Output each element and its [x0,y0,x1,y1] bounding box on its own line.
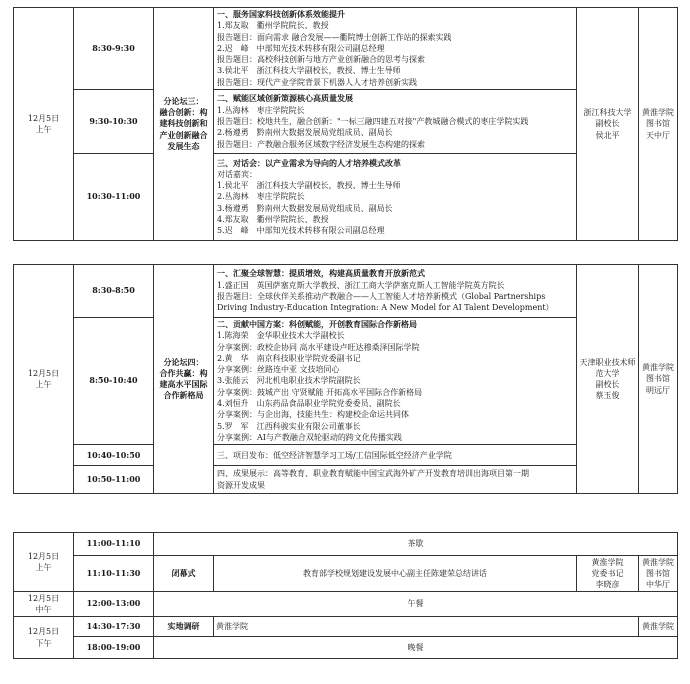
agenda-line: 分享案例：丝路连中亚 文技培同心 [217,365,340,375]
agenda-line: 5.迟 峰 中部知光技术转移有限公司副总经理 [217,226,385,236]
agenda-line: 3.张能云 河北机电职业技术学院副院长 [217,376,361,386]
agenda-line: 2.杨遵勇 黔南州大数据发展局党组成员、副局长 [217,128,393,138]
forum-title-cell: 分论坛四： 合作共赢：构建高水平国际合作新格局 [154,265,214,494]
agenda-line: 5.罗 军 江西科骏实业有限公司董事长 [217,421,361,431]
time-slot-cell: 14:30-17:30 [74,617,154,637]
venue-cell: 黄淮学院 图书馆 中华厅 [639,556,678,592]
field-research-label: 实地调研 [154,617,214,637]
time-slot-cell: 10:40-10:50 [74,445,154,466]
agenda-section-heading: 一、汇聚全球智慧：提质增效，构建高质量教育开放新范式 [217,268,425,279]
agenda-line: 报告题目：现代产业学院背景下机器人人才培养创新实践 [217,77,417,87]
agenda-cell [214,466,577,494]
time-slot-cell: 9:30-10:30 [74,90,154,154]
agenda-line: 3.杨遵勇 黔南州大数据发展局党组成员、副局长 [217,203,393,213]
agenda-line: 报告题目：产教融合服务区域数字经济发展生态构建的探索 [217,139,425,149]
time-slot-cell: 8:50-10:40 [74,318,154,445]
agenda-line: 分享案例：鼓城产出 守贤赋能 开拓高水平国际合作新格局 [217,387,423,397]
agenda-line: 三、项目发布：低空经济智慧学习工场/工信国际低空经济产业学院 [217,450,452,460]
closing-ceremony-label: 闭幕式 [154,556,214,592]
agenda-line: 报告题目：面向需求 融合发展——衢院博士创新工作站的探索实践 [217,32,452,42]
forum-3-schedule-table [13,7,678,241]
agenda-line: 分享案例：政校企协同 高水平建设卢旺达穆桑泽国际学院 [217,342,420,352]
agenda-line: 2.丛海林 枣庄学院院长 [217,192,305,202]
date-cell: 12月5日 上午 [14,533,74,592]
agenda-line: 报告题目：校地共生，融合创新："一标三融四建五对接"产教城融合模式的枣庄学院实践 [217,116,529,126]
closing-speech-cell: 教育部学校规划建设发展中心副主任陈建荣总结讲话 [214,556,577,592]
agenda-line: 对话嘉宾： [217,169,257,179]
venue-cell: 黄淮学院 图书馆 天中厅 [639,8,678,241]
agenda-line: 资源开发成果 [217,480,265,490]
agenda-section-heading: 二、贡献中国方案：科创赋能，开创教育国际合作新格局 [217,319,417,329]
date-cell: 12月5日 上午 [14,8,74,241]
agenda-cell [214,90,577,154]
agenda-line: 1.郑友取 衢州学院院长、教授 [217,21,329,31]
dinner-cell: 晚餐 [154,637,678,659]
date-cell: 12月5日 上午 [14,265,74,494]
agenda-line: 1.盛正国 英国萨塞克斯大学教授、浙江工商大学萨塞克斯人工智能学院英方院长 [217,280,505,290]
agenda-cell [214,154,577,241]
time-slot-cell: 12:00-13:00 [74,592,154,617]
tea-break-cell: 茶歇 [154,533,678,556]
date-cell: 12月5日 中午 [14,592,74,617]
agenda-section-heading: 三、对话会：以产业需求为导向的人才培养模式改革 [217,157,401,168]
forum-title-cell: 分论坛三： 融合创新：构建科技创新和产业创新融合发展生态 [154,8,214,241]
agenda-line: 四、成果展示：高等教育、职业教育赋能中国宝武海外矿产开发教育培训出海项目第一期 [217,469,529,479]
closing-schedule-table [13,532,678,659]
venue-cell: 黄淮学院 [639,617,678,637]
agenda-line: 报告题目：高校科技创新与地方产业创新融合的思考与探索 [217,55,425,65]
time-slot-cell: 11:10-11:30 [74,556,154,592]
agenda-line: 分享案例：与企出海，技能共生：构建校企命运共同体 [217,410,409,420]
venue-cell: 黄淮学院 图书馆 明远厅 [639,265,678,494]
agenda-line: 1.侯北平 浙江科技大学副校长，教授、博士生导师 [217,181,401,191]
agenda-cell [214,318,577,445]
agenda-section-heading: 二、赋能区域创新策源核心高质量发展 [217,93,353,104]
agenda-line: Driving Industry-Education Integration: A New Model for AI Talent Development） [217,303,554,313]
forum-4-schedule-table [13,264,678,494]
agenda-line: 4.刘恒升 山东药品食品职业学院党委委员、副院长 [217,399,401,409]
date-cell: 12月5日 下午 [14,617,74,659]
agenda-cell [214,265,577,318]
host-cell: 天津职业技术师范大学 副校长 蔡玉俊 [577,265,639,494]
time-slot-cell: 8:30-8:50 [74,265,154,318]
agenda-line: 1.丛海林 枣庄学院院长 [217,105,305,115]
field-research-location: 黄淮学院 [214,617,639,637]
agenda-line: 分享案例：AI与产教融合双轮驱动的跨文化传播实践 [217,432,402,442]
time-slot-cell: 8:30-9:30 [74,8,154,90]
agenda-line: 2.迟 峰 中部知光技术转移有限公司副总经理 [217,43,385,53]
agenda-cell [214,8,577,90]
agenda-cell [214,445,577,466]
host-cell: 黄淮学院 党委书记 李晓彦 [577,556,639,592]
host-cell: 浙江科技大学 副校长 侯北平 [577,8,639,241]
agenda-section-heading: 一、服务国家科技创新体系效能提升 [217,9,345,19]
agenda-line: 3.侯北平 浙江科技大学副校长，教授、博士生导师 [217,66,401,76]
agenda-line: 2.黄 华 南京科技职业学院党委副书记 [217,353,361,363]
time-slot-cell: 10:30-11:00 [74,154,154,241]
agenda-line: 报告题目：全球伙伴关系推动产教融合——人工智能人才培养新模式（Global Partnerships [217,292,546,301]
lunch-cell: 午餐 [154,592,678,617]
time-slot-cell: 10:50-11:00 [74,466,154,494]
agenda-line: 4.郑友取 衢州学院院长、教授 [217,215,329,225]
agenda-line: 1.陈海荣 金华职业技术大学副校长 [217,331,345,341]
time-slot-cell: 11:00-11:10 [74,533,154,556]
time-slot-cell: 18:00-19:00 [74,637,154,659]
